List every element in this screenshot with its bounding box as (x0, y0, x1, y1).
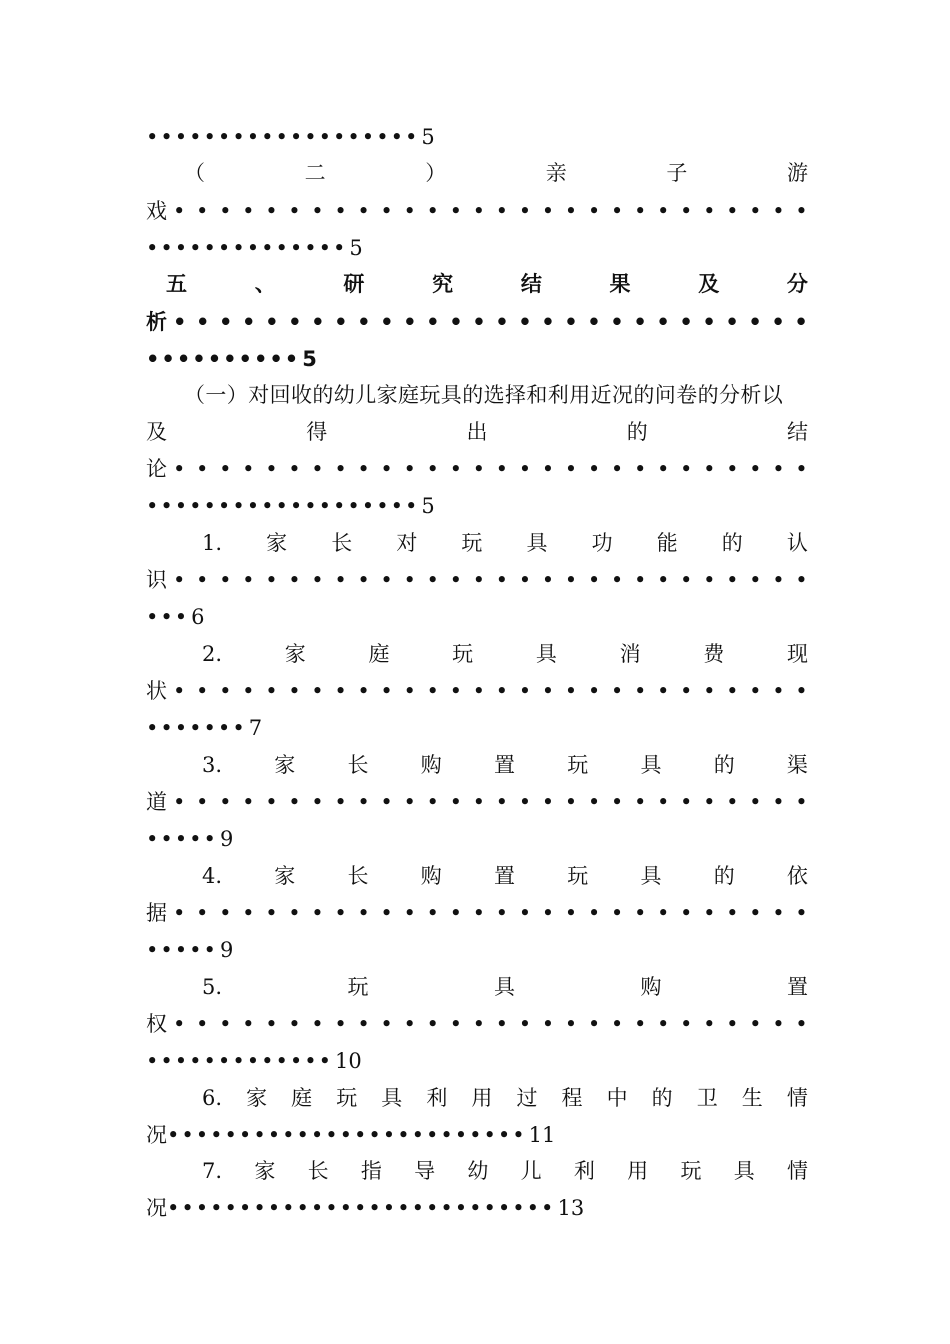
toc-char: 玩 (680, 1159, 702, 1183)
toc-leader-line (146, 1009, 808, 1039)
leader-dots: •••••••••• (146, 347, 301, 371)
toc-char: 置 (493, 753, 515, 777)
toc-char: 亲 (545, 161, 567, 185)
toc-char: 功 (591, 531, 613, 555)
leader-dots: ••••••• (146, 716, 247, 740)
toc-char: 程 (561, 1086, 583, 1110)
toc-char: 具 (640, 753, 662, 777)
toc-char: 研 (343, 272, 365, 296)
page-number: 10 (335, 1049, 362, 1073)
toc-leader-line (146, 935, 808, 965)
toc-char: 2. (202, 642, 223, 666)
toc-char: 具 (526, 531, 548, 555)
toc-char: 导 (414, 1159, 436, 1183)
toc-leader-line (146, 233, 808, 263)
toc-char: 结 (787, 420, 808, 444)
toc-leader-line (146, 454, 808, 484)
toc-leader-line (146, 1046, 808, 1076)
toc-lead-char: 状 (146, 679, 167, 703)
toc-char: 购 (420, 864, 442, 888)
toc-char: 认 (786, 531, 808, 555)
toc-lead-char: 识 (146, 568, 167, 592)
toc-leader-line (146, 602, 808, 632)
toc-char: 购 (420, 753, 442, 777)
leader-dots: • • • • • • • • • • • • • • • • • • • • • • • • • • • • (173, 679, 808, 703)
toc-char: 分 (786, 272, 808, 296)
toc-char: 消 (619, 642, 641, 666)
page-number: 5 (421, 494, 435, 518)
leader-dots: •••••••••••••• (146, 236, 348, 260)
toc-char: 用 (627, 1159, 649, 1183)
toc-leader-line (146, 307, 808, 337)
toc-char: 家 (284, 642, 306, 666)
toc-char: 家 (254, 1159, 276, 1183)
toc-char: 玩 (567, 753, 589, 777)
toc-char: 生 (741, 1086, 763, 1110)
toc-char: 长 (307, 1159, 329, 1183)
toc-leader-line (146, 344, 808, 374)
leader-dots: • • • • • • • • • • • • • • • • • • • • • • • • • • • • (173, 790, 808, 814)
page-number: 5 (421, 125, 435, 149)
leader-dots: • • • • • • • • • • • • • • • • • • • • • • • • • • • • (173, 1012, 808, 1036)
leader-dots: ••••• (146, 938, 218, 962)
leader-dots: ••• (146, 605, 190, 629)
toc-char: 的 (626, 420, 648, 444)
toc-char: 玩 (567, 864, 589, 888)
toc-char: 长 (331, 531, 353, 555)
toc-char: 幼 (467, 1159, 489, 1183)
leader-dots: ••••••••••••••••••• (146, 494, 420, 518)
toc-leader-line (146, 565, 808, 595)
toc-lead-char: 道 (146, 790, 167, 814)
toc-char: 用 (471, 1086, 493, 1110)
toc-entry (146, 1083, 808, 1113)
toc-entry-heading: （一）对回收的幼儿家庭玩具的选择和利用近况的问卷的分析以 (184, 383, 784, 407)
toc-char: 家 (246, 1086, 268, 1110)
page-number: 7 (248, 716, 263, 740)
toc-char: 家 (274, 753, 296, 777)
toc-char: 结 (520, 272, 542, 296)
toc-lead-char: 况 (146, 1196, 167, 1220)
toc-leader-line (146, 898, 808, 928)
toc-lead-char: 论 (146, 457, 167, 481)
toc-char: 庭 (291, 1086, 313, 1110)
toc-leader-line (146, 122, 808, 152)
toc-entry-heading (146, 158, 808, 188)
toc-char: 玩 (347, 975, 369, 999)
toc-char: 指 (360, 1159, 382, 1183)
toc-char: 对 (396, 531, 418, 555)
toc-char: 费 (703, 642, 725, 666)
toc-char: 家 (274, 864, 296, 888)
toc-char: 及 (698, 272, 720, 296)
toc-char: 渠 (786, 753, 808, 777)
toc-char: 具 (494, 975, 516, 999)
toc-char: 的 (713, 864, 735, 888)
toc-char: 的 (713, 753, 735, 777)
toc-char: 现 (786, 642, 808, 666)
toc-char: 具 (733, 1159, 755, 1183)
toc-entry (146, 528, 808, 558)
toc-char: 依 (786, 864, 808, 888)
toc-char: ） (425, 161, 447, 185)
toc-char: 究 (432, 272, 454, 296)
leader-dots: ••••••••••••• (146, 1049, 334, 1073)
toc-char: 4. (202, 864, 223, 888)
toc-char: 6. (202, 1086, 223, 1110)
toc-char: 及 (146, 420, 167, 444)
toc-char: 具 (381, 1086, 403, 1110)
page-number: 9 (219, 938, 234, 962)
toc-char: 卫 (696, 1086, 718, 1110)
toc-lead-char: 权 (146, 1012, 167, 1036)
toc-leader-line (146, 824, 808, 854)
toc-lead-char: 析 (146, 310, 167, 334)
toc-leader-line (146, 676, 808, 706)
toc-char: 玩 (336, 1086, 358, 1110)
leader-dots: ••••••••••••••••••••••••••• (167, 1196, 556, 1220)
page-number: 5 (302, 347, 317, 371)
page-number: 9 (219, 827, 234, 851)
toc-char: 过 (516, 1086, 538, 1110)
toc-char: 具 (535, 642, 557, 666)
toc-leader-line (146, 1120, 808, 1150)
leader-dots: • • • • • • • • • • • • • • • • • • • • • • • • • • • • (173, 568, 808, 592)
toc-entry (146, 861, 808, 891)
toc-char: 能 (656, 531, 678, 555)
page-number: 13 (557, 1196, 585, 1220)
toc-char: 、 (254, 272, 276, 296)
leader-dots: ••••••••••••••••••• (146, 125, 420, 149)
toc-char: 的 (651, 1086, 673, 1110)
toc-char: 3. (202, 753, 223, 777)
toc-char: 游 (786, 161, 808, 185)
leader-dots: • • • • • • • • • • • • • • • • • • • • • • • • • • • • (173, 310, 808, 334)
toc-leader-line (146, 1193, 808, 1223)
leader-dots: ••••• (146, 827, 218, 851)
toc-char: 儿 (520, 1159, 542, 1183)
toc-entry (146, 639, 808, 669)
toc-char: 五 (166, 272, 187, 296)
toc-char: 长 (347, 753, 369, 777)
toc-char: 1. (202, 531, 223, 555)
leader-dots: ••••••••••••••••••••••••• (167, 1123, 527, 1147)
toc-leader-line (146, 196, 808, 226)
toc-section-heading (146, 269, 808, 299)
leader-dots: • • • • • • • • • • • • • • • • • • • • • • • • • • • • (173, 199, 808, 223)
toc-char: 长 (347, 864, 369, 888)
toc-char: 二 (304, 161, 326, 185)
toc-char: （ (184, 161, 205, 185)
toc-char: 具 (640, 864, 662, 888)
toc-char: 5. (202, 975, 223, 999)
toc-entry-heading (146, 417, 808, 447)
toc-char: 得 (306, 420, 328, 444)
toc-char: 情 (786, 1159, 808, 1183)
toc-leader-line (146, 787, 808, 817)
toc-char: 子 (666, 161, 688, 185)
leader-dots: • • • • • • • • • • • • • • • • • • • • • • • • • • • • (173, 457, 808, 481)
toc-entry (146, 972, 808, 1002)
toc-char: 中 (606, 1086, 628, 1110)
toc-char: 情 (786, 1086, 808, 1110)
toc-char: 利 (573, 1159, 595, 1183)
toc-char: 家 (266, 531, 288, 555)
toc-lead-char: 据 (146, 901, 167, 925)
page-number: 5 (349, 236, 363, 260)
toc-char: 利 (426, 1086, 448, 1110)
toc-char: 果 (609, 272, 631, 296)
toc-char: 的 (721, 531, 743, 555)
toc-char: 7. (202, 1159, 223, 1183)
toc-entry (146, 750, 808, 780)
leader-dots: • • • • • • • • • • • • • • • • • • • • • • • • • • • • (173, 901, 808, 925)
toc-lead-char: 况 (146, 1123, 167, 1147)
page-number: 11 (528, 1123, 556, 1147)
toc-leader-line (146, 491, 808, 521)
toc-char: 出 (466, 420, 488, 444)
toc-lead-char: 戏 (146, 199, 167, 223)
toc-char: 玩 (452, 642, 474, 666)
page-number: 6 (191, 605, 205, 629)
toc-char: 庭 (368, 642, 390, 666)
toc-char: 购 (640, 975, 662, 999)
toc-leader-line (146, 713, 808, 743)
toc-char: 置 (786, 975, 808, 999)
toc-char: 置 (493, 864, 515, 888)
toc-char: 玩 (461, 531, 483, 555)
toc-entry (146, 1156, 808, 1186)
